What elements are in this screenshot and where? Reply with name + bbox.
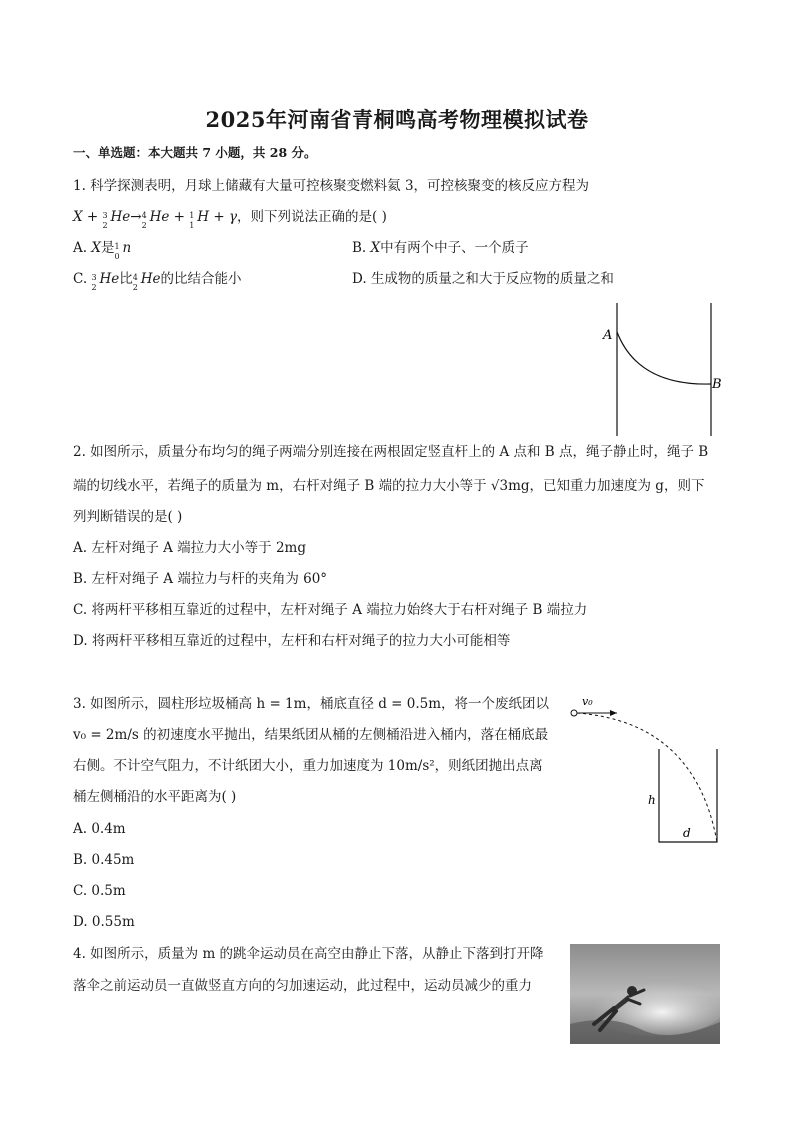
symbol-n: n (122, 240, 132, 256)
q4-stem-line2: 落伞之前运动员一直做竖直方向的匀加速运动，此过程中，运动员减少的重力 (73, 978, 532, 994)
symbol-he: He (140, 271, 161, 287)
q2-stem-line1: 2. 如图所示，质量分布均匀的绳子两端分别连接在两根固定竖直杆上的 A 点和 B 点，绳子静止时，绳子 B (73, 444, 709, 460)
q4-stem-line1: 4. 如图所示，质量为 m 的跳伞运动员在高空由静止下落，从静止下落到打开降 (73, 946, 544, 962)
section-heading: 一、单选题：本大题共 7 小题，共 28 分。 (73, 145, 317, 160)
q2-option-a[interactable]: A. 左杆对绳子 A 端拉力大小等于 2mg (73, 540, 306, 556)
q1-option-c[interactable] (73, 270, 242, 292)
q1-option-d[interactable]: D. 生成物的质量之和大于反应物的质量之和 (352, 271, 614, 287)
q1-eq-he4: He (149, 209, 170, 225)
launch-point (571, 710, 577, 716)
q1-eq-gamma: γ (228, 209, 238, 225)
q1-option-a[interactable] (73, 239, 132, 261)
symbol-he: He (99, 271, 120, 287)
symbol-x: X (91, 240, 101, 256)
q2-stem-line2: 端的切线水平，若绳子的质量为 m，右杆对绳子 B 端的拉力大小等于 √3mg，已知重力加速度为 g，则下 (73, 478, 705, 494)
option-text: 中有两个中子、一个质子 (380, 240, 529, 256)
q2-option-b[interactable]: B. 左杆对绳子 A 端拉力与杆的夹角为 60° (73, 571, 328, 587)
symbol-x: X (370, 240, 381, 256)
q1-eq-h: H (197, 209, 210, 225)
q2-stem-line3: 列判断错误的是( ) (73, 509, 183, 525)
label-b: B (712, 377, 722, 392)
q1-eq-he4-iso: 4 2 (141, 210, 147, 230)
q1-stem-tail: ，则下列说法正确的是( ) (237, 209, 387, 225)
trajectory (577, 713, 717, 842)
option-letter: C. (73, 271, 88, 287)
q1-eq-h-iso: 1 1 (189, 210, 195, 230)
q3-option-a[interactable]: A. 0.4m (73, 821, 126, 837)
skydiver-photo (570, 944, 720, 1044)
q1-equation (73, 208, 387, 230)
label-v0: v₀ (582, 695, 593, 708)
option-letter: B. (352, 240, 367, 256)
q1-option-b[interactable] (352, 239, 529, 257)
option-text: 比 (119, 271, 133, 287)
q1-eq-x: X (73, 209, 83, 225)
q3-stem-line2: v₀ = 2m/s 的初速度水平抛出，结果纸团从桶的左侧桶沿进入桶内，落在桶底最 (73, 727, 549, 743)
label-d: d (683, 826, 691, 840)
option-text: 的比结合能小 (160, 271, 242, 287)
arrow-head (610, 710, 617, 716)
q1-eq-he3: He (110, 209, 131, 225)
option-letter: A. (73, 240, 88, 256)
he4-iso: 4 2 (132, 272, 138, 292)
label-h: h (648, 793, 656, 807)
q3-stem-line1: 3. 如图所示，圆柱形垃圾桶高 h = 1m，桶底直径 d = 0.5m，将一个废纸团以 (73, 696, 550, 712)
bin-figure (565, 692, 725, 847)
q3-stem-line3: 右侧。不计空气阻力，不计纸团大小，重力加速度为 10m/s²，则纸团抛出点离 (73, 758, 543, 774)
q3-option-c[interactable]: C. 0.5m (73, 883, 126, 899)
q3-option-d[interactable]: D. 0.55m (73, 914, 135, 930)
q2-option-c[interactable]: C. 将两杆平移相互靠近的过程中，左杆对绳子 A 端拉力始终大于右杆对绳子 B 端拉力 (73, 602, 588, 618)
q1-eq-plus: + (173, 209, 185, 225)
q1-eq-plus: + (86, 209, 99, 225)
option-text: 是 (100, 240, 115, 256)
rope-curve (617, 332, 711, 384)
he3-iso: 3 2 (91, 272, 97, 292)
q1-eq-plus: + (213, 209, 225, 225)
page-title: 2025年河南省青桐鸣高考物理模拟试卷 (205, 107, 589, 132)
q1-eq-he3-iso: 3 2 (102, 210, 108, 230)
neutron-iso: 1 0 (114, 241, 120, 261)
q1-stem-line1: 1. 科学探测表明，月球上储藏有大量可控核聚变燃料氦 3，可控核聚变的核反应方程为 (73, 178, 590, 194)
rope-figure (596, 298, 730, 440)
q1-eq-arrow: → (130, 209, 142, 225)
q3-stem-line4: 桶左侧桶沿的水平距离为( ) (73, 789, 237, 805)
q2-option-d[interactable]: D. 将两杆平移相互靠近的过程中，左杆和右杆对绳子的拉力大小可能相等 (73, 633, 511, 649)
label-a: A (603, 328, 613, 343)
q3-option-b[interactable]: B. 0.45m (73, 852, 135, 868)
